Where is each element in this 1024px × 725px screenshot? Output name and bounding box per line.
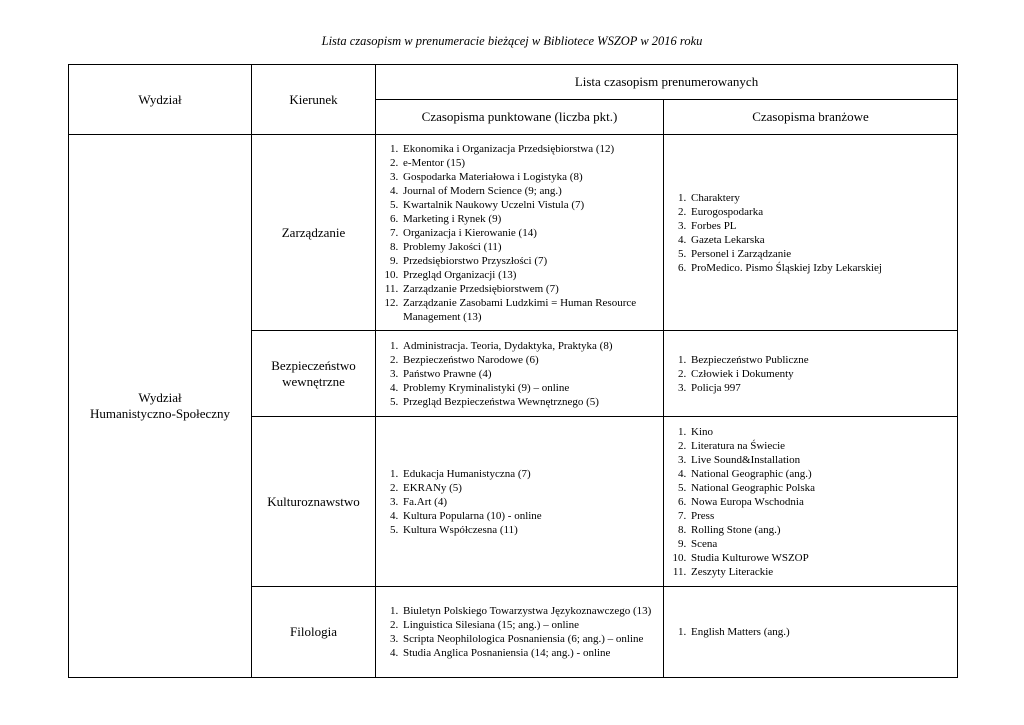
journals-table xyxy=(68,64,958,678)
list-item: 3. Forbes PL xyxy=(689,219,951,233)
list-item: 1. Biuletyn Polskiego Towarzystwa Językoznawczego (13) xyxy=(401,604,657,618)
list-item: 6. Nowa Europa Wschodnia xyxy=(689,495,951,509)
list-item: 3. Live Sound&Installation xyxy=(689,453,951,467)
branzowe-cell xyxy=(664,417,958,587)
punktowane-list xyxy=(376,463,663,541)
list-item: 5. Personel i Zarządzanie xyxy=(689,247,951,261)
list-item: 1. English Matters (ang.) xyxy=(689,625,951,639)
branzowe-list xyxy=(664,349,957,399)
kierunek-cell: Filologia xyxy=(252,587,376,678)
list-item: 6. ProMedico. Pismo Śląskiej Izby Lekarskiej xyxy=(689,261,951,275)
list-item: 3. Gospodarka Materiałowa i Logistyka (8) xyxy=(401,170,657,184)
list-item: 8. Rolling Stone (ang.) xyxy=(689,523,951,537)
header-lista: Lista czasopism prenumerowanych xyxy=(376,65,958,100)
list-item: 4. Gazeta Lekarska xyxy=(689,233,951,247)
punktowane-cell xyxy=(376,135,664,331)
list-item: 1. Edukacja Humanistyczna (7) xyxy=(401,467,657,481)
list-item: 2. Literatura na Świecie xyxy=(689,439,951,453)
list-item: 3. Policja 997 xyxy=(689,381,951,395)
punktowane-cell xyxy=(376,331,664,417)
list-item: 7. Organizacja i Kierowanie (14) xyxy=(401,226,657,240)
list-item: 1. Administracja. Teoria, Dydaktyka, Praktyka (8) xyxy=(401,339,657,353)
list-item: 4. Studia Anglica Posnaniensia (14; ang.) - online xyxy=(401,646,657,660)
list-item: 2. Człowiek i Dokumenty xyxy=(689,367,951,381)
list-item: 3. Państwo Prawne (4) xyxy=(401,367,657,381)
list-item: 3. Fa.Art (4) xyxy=(401,495,657,509)
list-item: 2. Eurogospodarka xyxy=(689,205,951,219)
list-item: 1. Ekonomika i Organizacja Przedsiębiorstwa (12) xyxy=(401,142,657,156)
list-item: 2. e-Mentor (15) xyxy=(401,156,657,170)
list-item: 5. Kwartalnik Naukowy Uczelni Vistula (7) xyxy=(401,198,657,212)
list-item: 7. Press xyxy=(689,509,951,523)
list-item: 2. Linguistica Silesiana (15; ang.) – online xyxy=(401,618,657,632)
list-item: 3. Scripta Neophilologica Posnaniensia (6; ang.) – online xyxy=(401,632,657,646)
header-wydzial: Wydział xyxy=(69,65,252,135)
punktowane-list xyxy=(376,335,663,413)
branzowe-cell xyxy=(664,331,958,417)
kierunek-cell: Zarządzanie xyxy=(252,135,376,331)
list-item: 6. Marketing i Rynek (9) xyxy=(401,212,657,226)
branzowe-list xyxy=(664,421,957,583)
wydzial-line1: Wydział xyxy=(138,390,182,405)
table-row xyxy=(69,135,958,331)
page-title: Lista czasopism w prenumeracie bieżącej w Bibliotece WSZOP w 2016 roku xyxy=(321,34,703,48)
header-branzowe: Czasopisma branżowe xyxy=(664,100,958,135)
list-item: 11. Zarządzanie Przedsiębiorstwem (7) xyxy=(401,282,657,296)
list-item: 1. Charaktery xyxy=(689,191,951,205)
list-item: 1. Kino xyxy=(689,425,951,439)
list-item: 4. Kultura Popularna (10) - online xyxy=(401,509,657,523)
list-item: 10. Przegląd Organizacji (13) xyxy=(401,268,657,282)
list-item: 5. Przegląd Bezpieczeństwa Wewnętrznego (5) xyxy=(401,395,657,409)
list-item: 4. Problemy Kryminalistyki (9) – online xyxy=(401,381,657,395)
punktowane-cell xyxy=(376,587,664,678)
header-punktowane: Czasopisma punktowane (liczba pkt.) xyxy=(376,100,664,135)
punktowane-list xyxy=(376,600,663,664)
wydzial-line2: Humanistyczno-Społeczny xyxy=(89,406,231,421)
list-item: 9. Scena xyxy=(689,537,951,551)
branzowe-cell xyxy=(664,135,958,331)
header-kierunek: Kierunek xyxy=(252,65,376,135)
list-item: 10. Studia Kulturowe WSZOP xyxy=(689,551,951,565)
kierunek-cell: Kulturoznawstwo xyxy=(252,417,376,587)
branzowe-list xyxy=(664,187,957,279)
list-item: 2. EKRANy (5) xyxy=(401,481,657,495)
list-item: 4. National Geographic (ang.) xyxy=(689,467,951,481)
list-item: 5. Kultura Współczesna (11) xyxy=(401,523,657,537)
list-item: 2. Bezpieczeństwo Narodowe (6) xyxy=(401,353,657,367)
branzowe-cell xyxy=(664,587,958,678)
kierunek-cell: Bezpieczeństwo wewnętrzne xyxy=(252,331,376,417)
punktowane-cell xyxy=(376,417,664,587)
list-item: 9. Przedsiębiorstwo Przyszłości (7) xyxy=(401,254,657,268)
list-item: 1. Bezpieczeństwo Publiczne xyxy=(689,353,951,367)
list-item: 8. Problemy Jakości (11) xyxy=(401,240,657,254)
list-item: 5. National Geographic Polska xyxy=(689,481,951,495)
punktowane-list xyxy=(376,138,663,328)
wydzial-cell xyxy=(69,135,252,678)
list-item: 12. Zarządzanie Zasobami Ludzkimi = Human Resource Management (13) xyxy=(401,296,657,324)
list-item: 11. Zeszyty Literackie xyxy=(689,565,951,579)
branzowe-list xyxy=(664,621,957,643)
list-item: 4. Journal of Modern Science (9; ang.) xyxy=(401,184,657,198)
